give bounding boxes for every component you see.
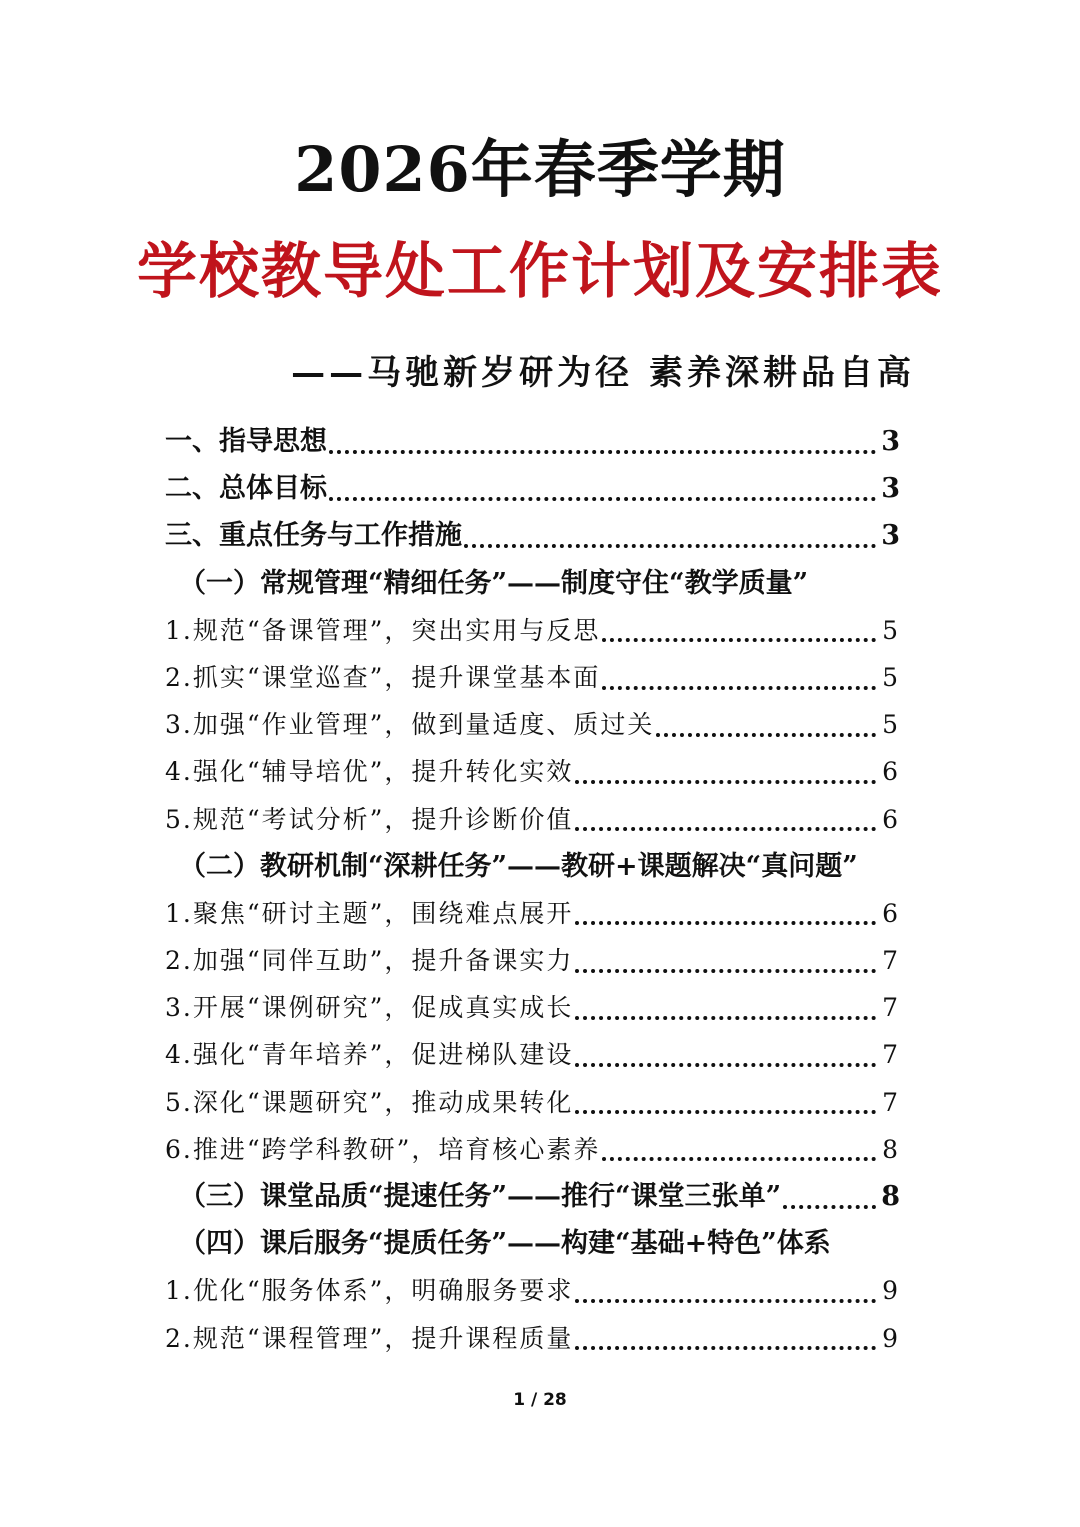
dot-leader [656,733,876,737]
toc-entry-page: 9 [882,1323,900,1353]
toc-entry[interactable] [165,890,900,937]
dot-leader [464,544,876,548]
toc-entry-page: 3 [881,426,900,457]
toc-entry-label: 4.强化“青年培养”，促进梯队建设 [165,1040,574,1070]
dot-leader [575,1016,876,1020]
toc-entry[interactable] [165,1315,900,1362]
toc-entry[interactable] [165,607,900,654]
toc-entry[interactable] [165,1267,900,1314]
dot-leader [575,1110,876,1114]
toc-entry-label: 2.规范“课程管理”，提升课程质量 [165,1323,574,1353]
toc-entry[interactable] [165,984,900,1031]
toc-entry-page: 7 [882,946,900,976]
toc-entry[interactable] [165,512,900,559]
toc-entry-label: 二、总体目标 [165,473,327,505]
toc-entry-page: 7 [882,1087,900,1117]
toc-entry-label: 3.加强“作业管理”，做到量适度、质过关 [165,710,655,740]
document-title: 2026年春季学期 [294,133,786,206]
toc-entry-page: 5 [882,662,900,692]
toc-entry[interactable] [165,560,900,607]
toc-entry-label: 5.规范“考试分析”，提升诊断价值 [165,804,574,834]
toc-entry-label: （二）教研机制“深耕任务”——教研+课题解决“真问题” [179,850,858,882]
toc-entry[interactable] [165,418,900,465]
toc-entry[interactable] [165,748,900,795]
table-of-contents [165,418,900,1362]
toc-entry[interactable] [165,1031,900,1078]
dot-leader [575,969,876,973]
dot-leader [329,497,876,501]
toc-entry-label: 1.聚焦“研讨主题”，围绕难点展开 [165,898,574,928]
toc-entry-page: 3 [881,473,900,505]
toc-entry-page: 7 [882,1040,900,1070]
toc-entry[interactable] [165,796,900,843]
toc-entry[interactable] [165,843,900,890]
toc-entry[interactable] [165,1079,900,1126]
toc-entry-label: 一、指导思想 [165,426,327,457]
dot-leader [575,1063,876,1067]
dot-leader [575,1346,876,1350]
toc-entry-page: 6 [882,898,900,928]
toc-entry[interactable] [165,1173,900,1220]
toc-entry-page: 6 [882,804,900,834]
dot-leader [575,780,876,784]
document-subtitle: 学校教导处工作计划及安排表 [137,237,943,307]
toc-entry[interactable] [165,1126,900,1173]
toc-entry-label: （四）课后服务“提质任务”——构建“基础+特色”体系 [179,1228,831,1260]
toc-entry-label: （三）课堂品质“提速任务”——推行“课堂三张单” [179,1181,782,1212]
toc-entry-label: 6.推进“跨学科教研”，培育核心素养 [165,1134,601,1164]
toc-entry-page: 7 [882,993,900,1023]
dot-leader [329,450,876,454]
toc-entry-label: 1.优化“服务体系”，明确服务要求 [165,1276,574,1306]
toc-entry-label: （一）常规管理“精细任务”——制度守住“教学质量” [179,567,809,599]
toc-entry-page: 8 [881,1181,900,1212]
dot-leader [783,1205,876,1209]
dot-leader [575,1299,876,1303]
toc-entry-page: 3 [881,520,900,552]
toc-entry-label: 三、重点任务与工作措施 [165,520,462,552]
toc-entry-page: 5 [882,710,900,740]
motto: ——马驰新岁研为径 素养深耕品自高 [291,353,915,393]
dot-leader [575,921,876,925]
dot-leader [602,638,876,642]
toc-entry-page: 8 [882,1134,900,1164]
toc-entry[interactable] [165,937,900,984]
toc-entry[interactable] [165,701,900,748]
toc-entry-label: 5.深化“课题研究”，推动成果转化 [165,1087,574,1117]
toc-entry-label: 2.加强“同伴互助”，提升备课实力 [165,946,574,976]
toc-entry-page: 5 [882,615,900,645]
dot-leader [602,686,876,690]
toc-entry[interactable] [165,1220,900,1267]
toc-entry-label: 4.强化“辅导培优”，提升转化实效 [165,757,574,787]
toc-entry[interactable] [165,465,900,512]
dot-leader [575,827,876,831]
toc-entry-page: 6 [882,757,900,787]
dot-leader [602,1157,876,1161]
toc-entry-label: 1.规范“备课管理”，突出实用与反思 [165,615,601,645]
toc-entry-label: 2.抓实“课堂巡查”，提升课堂基本面 [165,662,601,692]
toc-entry-page: 9 [882,1276,900,1306]
toc-entry[interactable] [165,654,900,701]
page-number: 1 / 28 [513,1390,567,1410]
toc-entry-label: 3.开展“课例研究”，促成真实成长 [165,993,574,1023]
